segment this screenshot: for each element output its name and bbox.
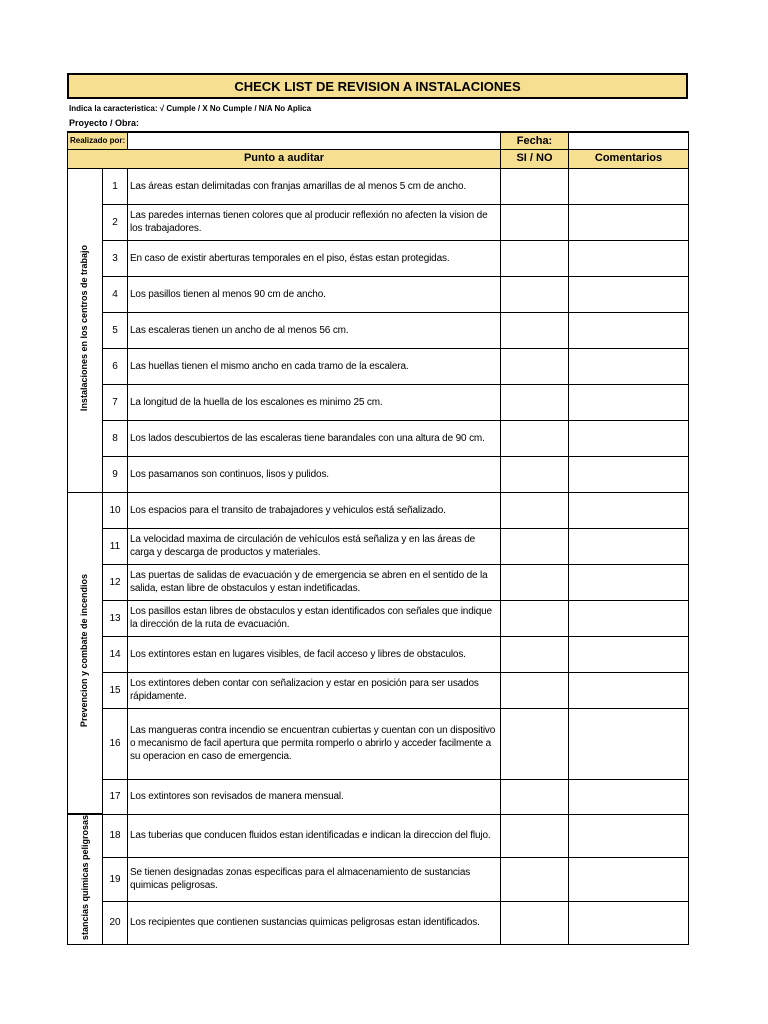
comentarios-cell[interactable] (569, 814, 689, 858)
comentarios-cell[interactable] (569, 779, 689, 814)
item-text: Los extintores deben contar con señalizacion y estar en posición para ser usados rápidamente. (128, 672, 501, 708)
item-number: 4 (103, 276, 128, 312)
item-text: Los extintores estan en lugares visibles, de facil acceso y libres de obstaculos. (128, 636, 501, 672)
document-title: CHECK LIST DE REVISION A INSTALACIONES (67, 73, 688, 99)
item-number: 2 (103, 204, 128, 240)
item-number: 7 (103, 384, 128, 420)
item-number: 1 (103, 168, 128, 204)
si-no-cell[interactable] (501, 456, 569, 492)
table-row (68, 708, 689, 779)
item-text: Los pasillos estan libres de obstaculos y estan identificados con señales que indique la dirección de la ruta de evacuación. (128, 600, 501, 636)
table-row (68, 636, 689, 672)
comentarios-cell[interactable] (569, 384, 689, 420)
comentarios-cell[interactable] (569, 492, 689, 528)
column-header-comentarios: Comentarios (569, 149, 689, 168)
item-text: Las huellas tienen el mismo ancho en cada tramo de la escalera. (128, 348, 501, 384)
table-row (68, 901, 689, 945)
item-number: 6 (103, 348, 128, 384)
section-label-prevencion: Prevencion y combate de incendios (68, 492, 103, 814)
item-number: 18 (103, 814, 128, 858)
table-row (68, 276, 689, 312)
si-no-cell[interactable] (501, 204, 569, 240)
comentarios-cell[interactable] (569, 564, 689, 600)
table-row (68, 420, 689, 456)
comentarios-cell[interactable] (569, 312, 689, 348)
item-number: 12 (103, 564, 128, 600)
si-no-cell[interactable] (501, 240, 569, 276)
item-text: Las escaleras tienen un ancho de al menos 56 cm. (128, 312, 501, 348)
item-number: 10 (103, 492, 128, 528)
table-row (68, 312, 689, 348)
table-row (68, 600, 689, 636)
si-no-cell[interactable] (501, 492, 569, 528)
comentarios-cell[interactable] (569, 901, 689, 945)
item-text: Los recipientes que contienen sustancias quimicas peligrosas estan identificados. (128, 901, 501, 945)
table-row (68, 779, 689, 814)
item-text: Las áreas estan delimitadas con franjas amarillas de al menos 5 cm de ancho. (128, 168, 501, 204)
item-number: 14 (103, 636, 128, 672)
item-text: Las paredes internas tienen colores que al producir reflexión no afecten la vision de los trabajadores. (128, 204, 501, 240)
table-row (68, 492, 689, 528)
item-text: Las mangueras contra incendio se encuentran cubiertas y cuentan con un dispositivo o mecanismo de facil apertura que permita romperlo o abrirlo y acceder facilmente a su operacion en caso de emergencia. (128, 708, 501, 779)
fecha-label: Fecha: (501, 132, 569, 149)
si-no-cell[interactable] (501, 312, 569, 348)
table-row (68, 672, 689, 708)
table-row (68, 348, 689, 384)
table-row (68, 564, 689, 600)
item-number: 3 (103, 240, 128, 276)
project-label: Proyecto / Obra: (69, 118, 140, 128)
item-text: La velocidad maxima de circulación de vehículos está señaliza y en las áreas de carga y descarga de productos y materiales. (128, 528, 501, 564)
table-row (68, 528, 689, 564)
item-text: La longitud de la huella de los escalones es minimo 25 cm. (128, 384, 501, 420)
si-no-cell[interactable] (501, 564, 569, 600)
item-number: 17 (103, 779, 128, 814)
fecha-field[interactable] (569, 132, 689, 149)
table-row (68, 384, 689, 420)
item-number: 11 (103, 528, 128, 564)
si-no-cell[interactable] (501, 901, 569, 945)
comentarios-cell[interactable] (569, 420, 689, 456)
comentarios-cell[interactable] (569, 240, 689, 276)
si-no-cell[interactable] (501, 858, 569, 902)
item-number: 16 (103, 708, 128, 779)
item-number: 8 (103, 420, 128, 456)
comentarios-cell[interactable] (569, 708, 689, 779)
comentarios-cell[interactable] (569, 168, 689, 204)
item-text: Los pasamanos son continuos, lisos y pulidos. (128, 456, 501, 492)
table-row (68, 204, 689, 240)
comentarios-cell[interactable] (569, 858, 689, 902)
comentarios-cell[interactable] (569, 204, 689, 240)
checklist-table (67, 131, 689, 945)
comentarios-cell[interactable] (569, 672, 689, 708)
item-text: En caso de existir aberturas temporales en el piso, éstas estan protegidas. (128, 240, 501, 276)
item-text: Los extintores son revisados de manera mensual. (128, 779, 501, 814)
item-text: Los pasillos tienen al menos 90 cm de ancho. (128, 276, 501, 312)
item-number: 5 (103, 312, 128, 348)
item-text: Los espacios para el transito de trabajadores y vehiculos está señalizado. (128, 492, 501, 528)
column-header-si-no: SI / NO (501, 149, 569, 168)
comentarios-cell[interactable] (569, 636, 689, 672)
si-no-cell[interactable] (501, 384, 569, 420)
realizado-field[interactable] (128, 132, 501, 149)
section-label-sustancias: stancias quimicas peligrosas (68, 814, 103, 945)
item-text: Las tuberias que conducen fluidos estan identificadas e indican la direccion del flujo. (128, 814, 501, 858)
comentarios-cell[interactable] (569, 348, 689, 384)
si-no-cell[interactable] (501, 600, 569, 636)
legend-text: Indica la caracteristica: √ Cumple / X No Cumple / N/A No Aplica (69, 104, 312, 113)
table-row (68, 456, 689, 492)
comentarios-cell[interactable] (569, 276, 689, 312)
si-no-cell[interactable] (501, 779, 569, 814)
column-header-punto: Punto a auditar (68, 149, 501, 168)
si-no-cell[interactable] (501, 814, 569, 858)
table-row (68, 814, 689, 858)
realizado-label: Realizado por: (68, 132, 128, 149)
item-text: Las puertas de salidas de evacuación y de emergencia se abren en el sentido de la salida, estan libre de obstaculos y estan indetificadas. (128, 564, 501, 600)
comentarios-cell[interactable] (569, 600, 689, 636)
table-row (68, 240, 689, 276)
comentarios-cell[interactable] (569, 528, 689, 564)
item-number: 13 (103, 600, 128, 636)
si-no-cell[interactable] (501, 636, 569, 672)
section-label-instalaciones: Instalaciones en los centros de trabajo (68, 168, 103, 492)
si-no-cell[interactable] (501, 276, 569, 312)
si-no-cell[interactable] (501, 672, 569, 708)
si-no-cell[interactable] (501, 168, 569, 204)
table-row (68, 168, 689, 204)
item-number: 9 (103, 456, 128, 492)
item-number: 20 (103, 901, 128, 945)
si-no-cell[interactable] (501, 708, 569, 779)
item-number: 19 (103, 858, 128, 902)
comentarios-cell[interactable] (569, 456, 689, 492)
si-no-cell[interactable] (501, 348, 569, 384)
item-number: 15 (103, 672, 128, 708)
si-no-cell[interactable] (501, 528, 569, 564)
item-text: Los lados descubiertos de las escaleras tiene barandales con una altura de 90 cm. (128, 420, 501, 456)
item-text: Se tienen designadas zonas especificas para el almacenamiento de sustancias quimicas peligrosas. (128, 858, 501, 902)
table-row (68, 858, 689, 902)
si-no-cell[interactable] (501, 420, 569, 456)
